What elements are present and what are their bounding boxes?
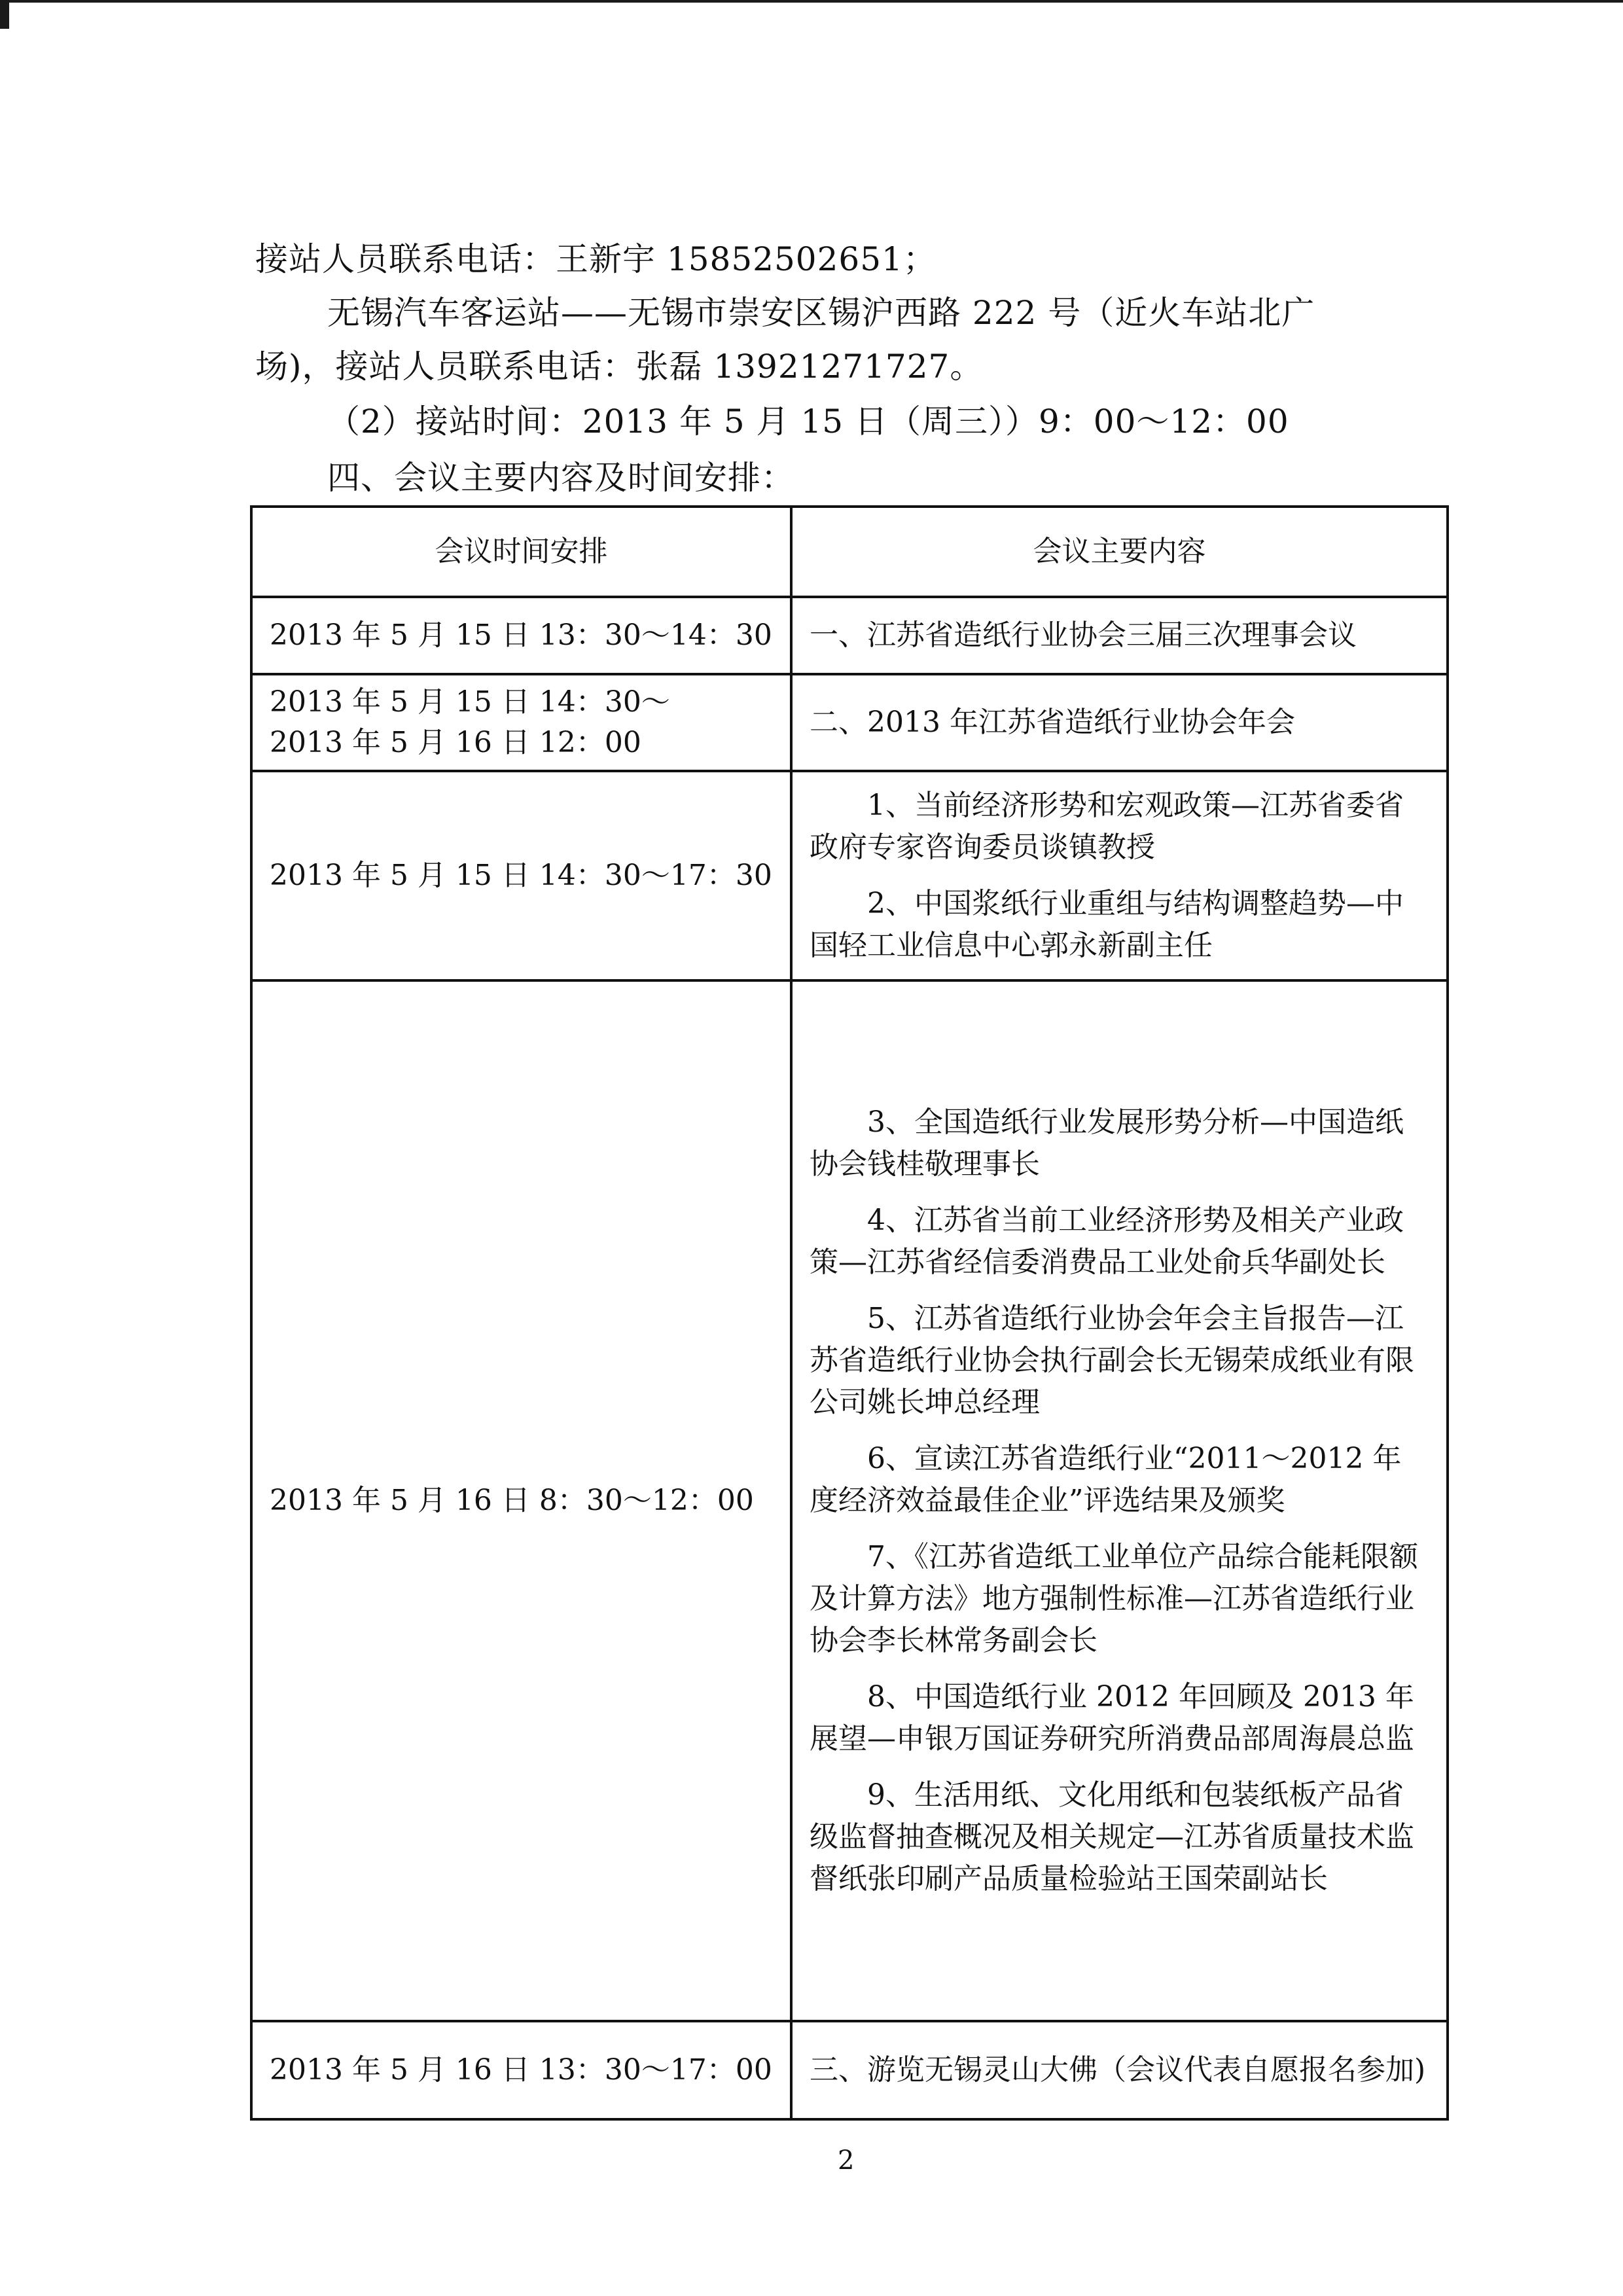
pickup-time-line: （2）接站时间：2013 年 5 月 15 日（周三））9：00～12：00 — [327, 403, 1289, 440]
table-row — [251, 771, 1448, 980]
table-row — [251, 980, 1448, 2021]
row-content — [791, 674, 1448, 771]
row-time: 2013 年 5 月 16 日 13：30～17：00 — [251, 2021, 791, 2119]
time-line: 2013 年 5 月 15 日 14：30～ — [270, 685, 670, 719]
content-item: 2、中国浆纸行业重组与结构调整趋势—中国轻工业信息中心郭永新副主任 — [810, 887, 1404, 962]
scan-mark — [0, 0, 9, 29]
row-content — [791, 771, 1448, 980]
content-item: 9、生活用纸、文化用纸和包装纸板产品省级监督抽查概况及相关规定—江苏省质量技术监督纸张印刷产品质量检验站王国荣副站长 — [810, 1778, 1414, 1895]
table-row — [251, 597, 1448, 674]
content-item: 8、中国造纸行业 2012 年回顾及 2013 年展望—申银万国证券研究所消费品部周海晨总监 — [810, 1680, 1414, 1755]
row-time — [251, 674, 791, 771]
content-item: 6、宣读江苏省造纸行业“2011～2012 年度经济效益最佳企业”评选结果及颁奖 — [810, 1442, 1402, 1517]
page-number: 2 — [838, 2145, 855, 2176]
scan-edge — [0, 0, 1623, 3]
section-heading: 四、会议主要内容及时间安排： — [327, 459, 794, 497]
content-item: 3、全国造纸行业发展形势分析—中国造纸协会钱桂敬理事长 — [810, 1105, 1404, 1181]
contact-line-2: 无锡汽车客运站——无锡市崇安区锡沪西路 222 号（近火车站北广 — [327, 294, 1315, 332]
content-item: 二、2013 年江苏省造纸行业协会年会 — [810, 706, 1295, 739]
table-row — [251, 2021, 1448, 2119]
time-line: 2013 年 5 月 16 日 12：00 — [270, 726, 641, 759]
content-item: 三、游览无锡灵山大佛（会议代表自愿报名参加) — [810, 2053, 1426, 2087]
content-item: 5、江苏省造纸行业协会年会主旨报告—江苏省造纸行业协会执行副会长无锡荣成纸业有限公司姚长坤总经理 — [810, 1302, 1414, 1419]
content-item: 一、江苏省造纸行业协会三届三次理事会议 — [810, 619, 1357, 652]
table-row — [251, 674, 1448, 771]
row-time: 2013 年 5 月 16 日 8：30～12：00 — [251, 980, 791, 2021]
content-item: 7、《江苏省造纸工业单位产品综合能耗限额及计算方法》地方强制性标准—江苏省造纸行业协会李长林常务副会长 — [810, 1540, 1418, 1657]
table-header-row — [251, 507, 1448, 597]
row-time: 2013 年 5 月 15 日 14：30～17：30 — [251, 771, 791, 980]
contact-line-1: 接站人员联系电话：王新宇 15852502651； — [255, 240, 936, 278]
content-item: 1、当前经济形势和宏观政策—江苏省委省政府专家咨询委员谈镇教授 — [810, 789, 1404, 864]
row-content — [791, 597, 1448, 674]
row-content — [791, 2021, 1448, 2119]
schedule-table — [250, 505, 1449, 2121]
contact-line-3: 场)，接站人员联系电话：张磊 13921271727。 — [255, 348, 984, 386]
header-time: 会议时间安排 — [251, 507, 791, 597]
content-item: 4、江苏省当前工业经济形势及相关产业政策—江苏省经信委消费品工业处俞兵华副处长 — [810, 1204, 1404, 1279]
header-content: 会议主要内容 — [791, 507, 1448, 597]
row-content — [791, 980, 1448, 2021]
row-time: 2013 年 5 月 15 日 13：30～14：30 — [251, 597, 791, 674]
